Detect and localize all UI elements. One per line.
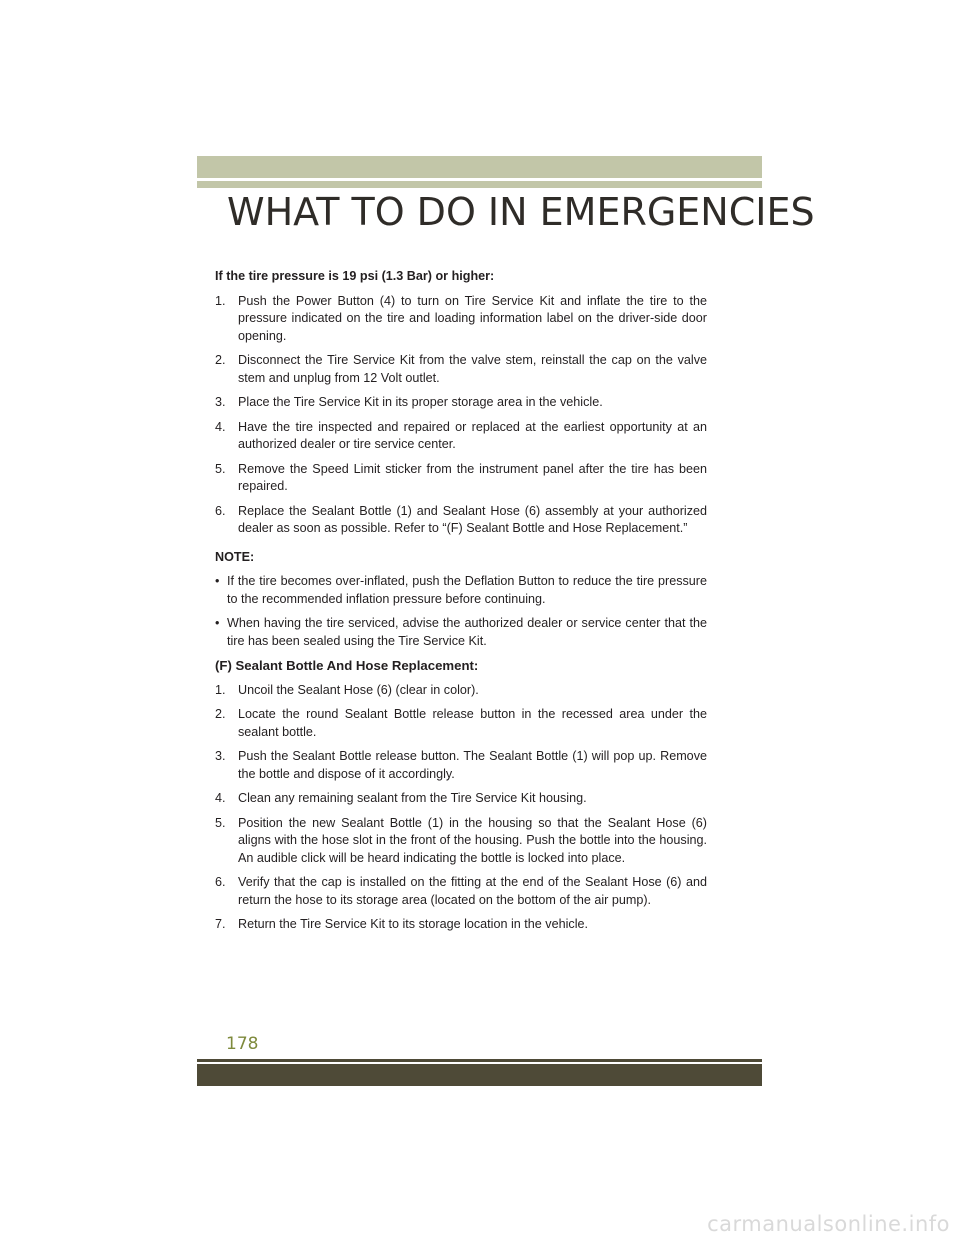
step-text: Return the Tire Service Kit to its storage location in the vehicle. xyxy=(238,917,588,931)
step-text: Uncoil the Sealant Hose (6) (clear in color). xyxy=(238,682,479,697)
bullet-icon: • xyxy=(215,616,220,630)
step-number: 5. xyxy=(215,461,226,476)
step-number: 4. xyxy=(215,419,226,434)
step-number: 2. xyxy=(215,353,226,367)
step-text: Locate the round Sealant Bottle release button in the recessed area under the sealant bottle. xyxy=(238,707,707,739)
step-number: 3. xyxy=(215,749,226,763)
step-text: Position the new Sealant Bottle (1) in the housing so that the Sealant Hose (6) aligns with the hose slot in the front of the housing. Push the bottle into the housing. An audible click will be heard indicating the bottle is locked into place. xyxy=(238,815,707,865)
step-number: 6. xyxy=(215,875,226,889)
step-text: Place the Tire Service Kit in its proper storage area in the vehicle. xyxy=(238,395,603,409)
step-text: Replace the Sealant Bottle (1) and Sealant Hose (6) assembly at your authorized dealer as soon as possible. Refer to “(F) Sealant Bottle and Hose Replacement.” xyxy=(238,503,707,535)
note-text: When having the tire serviced, advise the authorized dealer or service center that the tire has been sealed using the Tire Service Kit. xyxy=(227,616,707,648)
watermark: carmanualsonline.info xyxy=(707,1212,950,1236)
note-heading: NOTE: xyxy=(215,549,255,564)
list-item xyxy=(215,461,707,496)
list-item xyxy=(215,815,707,868)
page-title: WHAT TO DO IN EMERGENCIES xyxy=(227,190,815,234)
list-item xyxy=(215,615,707,650)
page-content xyxy=(215,268,707,941)
step-number: 1. xyxy=(215,682,226,697)
list-item xyxy=(215,573,707,608)
step-number: 1. xyxy=(215,293,226,308)
list-item xyxy=(215,874,707,909)
step-number: 7. xyxy=(215,917,226,931)
step-number: 3. xyxy=(215,395,226,409)
step-number: 5. xyxy=(215,815,226,830)
step-text: Have the tire inspected and repaired or replaced at the earliest opportunity at an authorized dealer or tire service center. xyxy=(238,419,707,451)
list-item xyxy=(215,293,707,346)
list-item xyxy=(215,748,707,783)
note-list xyxy=(215,573,707,650)
footer-band xyxy=(197,1064,762,1086)
step-text: Clean any remaining sealant from the Tire Service Kit housing. xyxy=(238,791,587,805)
replacement-steps-list xyxy=(215,682,707,934)
step-number: 4. xyxy=(215,791,226,805)
list-item xyxy=(215,682,707,700)
list-item xyxy=(215,503,707,538)
page-number: 178 xyxy=(226,1034,259,1054)
step-text: Push the Power Button (4) to turn on Tire Service Kit and inflate the tire to the pressure indicated on the tire and loading information label on the driver-side door opening. xyxy=(238,293,707,343)
list-item xyxy=(215,790,707,808)
step-text: Disconnect the Tire Service Kit from the valve stem, reinstall the cap on the valve stem and unplug from 12 Volt outlet. xyxy=(238,353,707,385)
note-text: If the tire becomes over-inflated, push the Deflation Button to reduce the tire pressure to the recommended inflation pressure before continuing. xyxy=(227,574,707,606)
header-band xyxy=(197,156,762,178)
pressure-steps-list xyxy=(215,293,707,538)
step-number: 2. xyxy=(215,707,226,721)
list-item xyxy=(215,706,707,741)
step-text: Verify that the cap is installed on the fitting at the end of the Sealant Hose (6) and return the hose to its storage area (located on the bottom of the air pump). xyxy=(238,875,707,907)
list-item xyxy=(215,916,707,934)
step-text: Push the Sealant Bottle release button. The Sealant Bottle (1) will pop up. Remove the bottle and dispose of it accordingly. xyxy=(238,749,707,781)
list-item xyxy=(215,394,707,412)
footer-band-stripe xyxy=(197,1059,762,1062)
bullet-icon: • xyxy=(215,574,220,588)
list-item xyxy=(215,419,707,454)
header-band-stripe xyxy=(197,181,762,188)
step-text: Remove the Speed Limit sticker from the instrument panel after the tire has been repaired. xyxy=(238,461,707,493)
step-number: 6. xyxy=(215,503,226,518)
section-heading-replacement: (F) Sealant Bottle And Hose Replacement: xyxy=(215,658,479,673)
section-heading-pressure: If the tire pressure is 19 psi (1.3 Bar) or higher: xyxy=(215,269,495,283)
list-item xyxy=(215,352,707,387)
